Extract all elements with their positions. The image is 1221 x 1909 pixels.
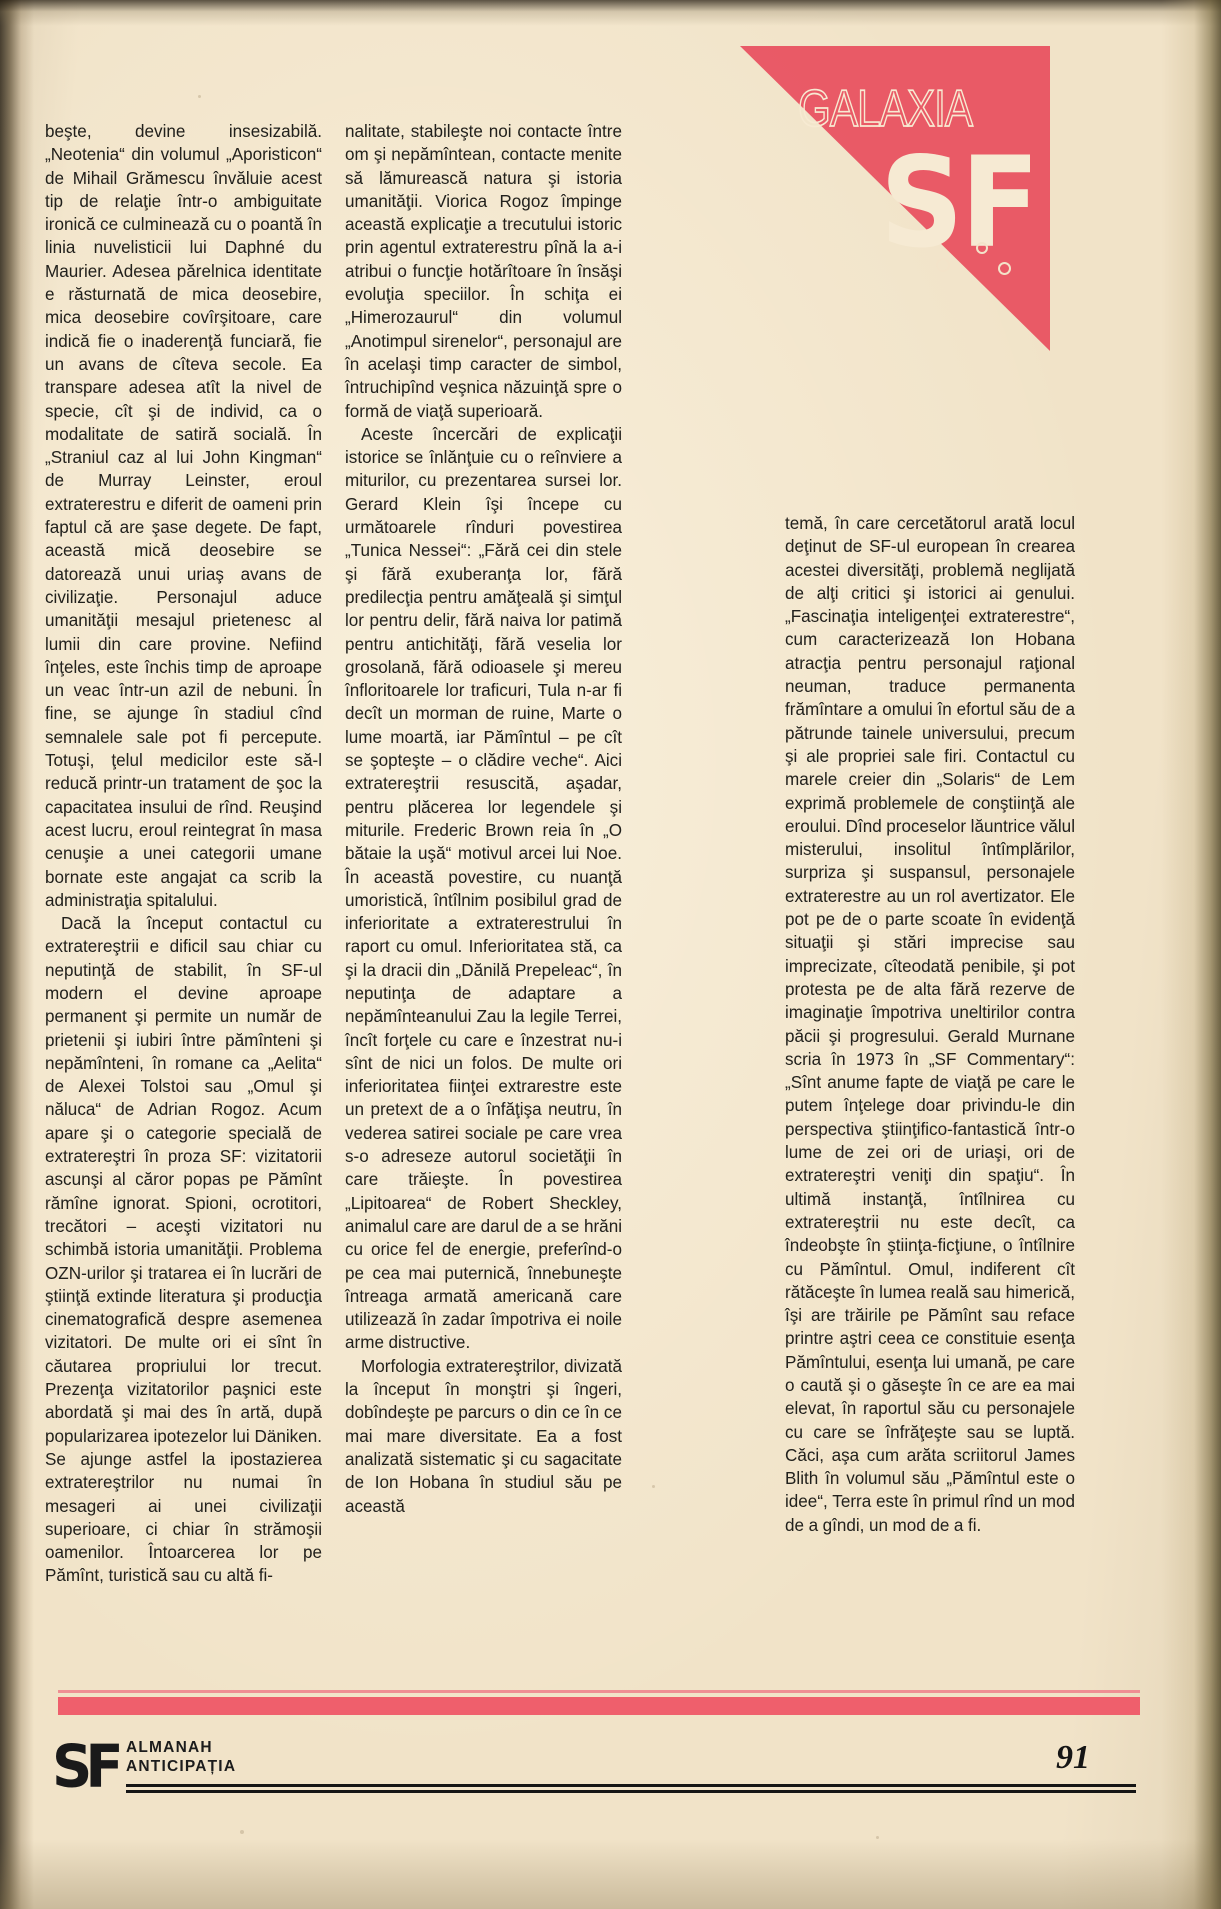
footer-rule-black-lower [126,1790,1136,1793]
paper-speck [876,1836,879,1839]
footer-rule-black-upper [126,1784,1136,1787]
top-edge-shadow [0,0,1221,26]
galaxia-sf-logo [740,46,1050,351]
footer-rule-red-thin [58,1690,1140,1693]
masthead [126,1738,236,1776]
paper-speck [240,1830,244,1834]
paragraph: nalitate, stabileşte noi contacte între om şi nepămîntean, contacte menite să lămurească natura şi istoria umanităţii. Viorica Rogoz împinge această explicaţie a trecutului istoric prin agentul extraterestru pînă la a-i atribui o funcţie hotărîtoare în însăşi evoluţia speciilor. În schiţa ei „Himerozaurul“ din volumul „Anotimpul sirenelor“, personajul are în acelaşi timp caracter de simbol, întruchipînd veşnica năzuinţă spre o formă de viaţă superioară. [345,122,622,421]
paragraph: Aceste încercări de explicaţii istorice se înlănţuie cu o reînviere a miturilor, cu prezentarea sursei lor. Gerard Klein îşi începe cu următoarele rînduri povestirea „Tunica Nessei“: „Fără cei din stele şi fără exuberanţa lor, fără predilecţia pentru amăţeală şi simţul lor pentru delir, fără naiva lor patimă pentru antichităţi, fără veselia lor grosolană, fără odioasele şi mereu înfloritoarele lor traficuri, Tula n-ar fi decît un morman de ruine, Marte o lume moartă, iar Pămîntul – pe cît se şopteşte – o clădire veche“. Aici extratereştrii resuscită, aşadar, pentru plăcerea lor legendele şi miturile. Frederic Brown reia în „O bătaie la uşă“ motivul arcei lui Noe. În această povestire, cu nuanţă umoristică, întîlnim posibilul grad de inferioritate a extraterestrului în raport cu omul. Inferioritatea stă, ca şi la dracii din „Dănilă Prepeleac“, în neputinţa de adaptare a nepămînteanului Zau la legile Terrei, încît forţele cu care e înzestrat nu-i sînt de nici un folos. De multe ori inferioritatea fiinţei extrarestre este un pretext de a o înfăţişa neutru, în vederea satirei sociale pe care vrea s-o adreseze autorul societăţii în care trăieşte. În povestirea „Lipitoarea“ de Robert Sheckley, animalul care are darul de a se hrăni cu orice fel de energie, preferînd-o pe cea mai puternică, înnebuneşte întreaga armată americană care utilizează în zadar împotriva ei noile arme distructive. [345,424,622,1353]
footer-rule-red-thick [58,1697,1140,1715]
text-column-3 [785,512,1075,1537]
paper-speck [198,95,201,98]
page-number: 91 [1056,1739,1090,1776]
masthead-line-2: ANTICIPAȚIA [126,1758,237,1775]
logo-wordmark-sf: SF [880,129,1037,276]
logo-dot-icon [936,258,950,272]
masthead-line-1: ALMANAH [126,1739,213,1756]
paragraph: Morfologia extratereştrilor, divizată la început în monştri şi îngeri, dobîndeşte pe parcurs o din ce în ce mai mare diversitate. Ea a fost analizată sistematic şi cu sagacitate de Ion Hobana în studiul său pe această [345,1356,622,1516]
right-page-edge [1161,0,1221,1909]
bottom-edge-shadow [0,1839,1221,1909]
paragraph: Dacă la început contactul cu extratereştrii e dificil sau chiar cu neputinţă de stabilit, în SF-ul modern el devine aproape permanent şi permite un număr de prietenii şi iubiri între pămînteni şi nepămînteni, în romane ca „Aelita“ de Alexei Tolstoi sau „Omul şi năluca“ de Adrian Rogoz. Acum apare şi o categorie specială de extratereştri în proza SF: vizitatorii ascunşi al căror popas pe Pămînt rămîne ignorat. Spioni, ocrotitori, trecători – aceşti vizitatori nu schimbă istoria umanităţii. Problema OZN-urilor şi tratarea ei în lucrări de ştiinţă extinde literatura şi producţia cinematografică despre asemenea vizitatori. De multe ori ei sînt în căutarea propriului lor trecut. Prezenţa vizitatorilor paşnici este abordată şi mai des în artă, după popularizarea ipotezelor lui Däniken. Se ajunge astfel la ipostazierea extratereştrilor nu numai în mesageri ai unei civilizaţii superioare, ci chiar în strămoşii oamenilor. Întoarcerea lor pe Pămînt, turistică sau cu altă fi- [45,914,322,1586]
sf-logo-icon: SF [52,1732,117,1802]
spine-shadow [0,0,34,1909]
text-column-1 [45,120,322,1588]
paragraph: beşte, devine insesizabilă. „Neotenia“ din volumul „Aporisticon“ de Mihail Grămescu învăluie acest tip de relaţie într-o ambiguitate ironică ce culminează cu o poantă în linia nuvelisticii lui Daphné du Maurier. Adesea părelnica identitate e răsturnată de mica deosebire, mica deosebire covîrşitoare, care indică fie o inaderenţă funciară, fie un avans de cîteva secole. Ea transpare adesea atît la nivel de specie, cît şi de individ, ca o modalitate de satiră socială. În „Straniul caz al lui John Kingman“ de Murray Leinster, eroul extraterestru e diferit de oameni prin faptul că are şase degete. De fapt, această mică deosebire se datorează unui uriaş avans de civilizaţie. Personajul aduce umanităţii mesajul prietenesc al lumii din care provine. Nefiind înţeles, este închis timp de aproape un veac într-un azil de nebuni. În fine, se ajunge în stadiul cînd semnalele sale pot fi percepute. Totuşi, ţelul medicilor este să-l reducă printr-un tratament de şoc la capacitatea insului de rînd. Reuşind acest lucru, eroul reintegrat în masa cenuşie a unei categorii umane bornate este angajat ca scrib la administraţia spitalului. [45,122,322,910]
logo-dot-icon [976,242,988,254]
paragraph: temă, în care cercetătorul arată locul deţinut de SF-ul european în crearea acestei diversităţi, problemă neglijată de alţi critici şi istorici ai genului. „Fascinaţia inteligenţei extraterestre“, cum caracterizează Ion Hobana atracţia pentru personajul raţional neuman, traduce permanenta frămîntare a omului în efortul său de a pătrunde tainele universului, precum şi ale propriei sale firi. Contactul cu marele creier din „Solaris“ de Lem exprimă problemele de conştiinţă ale eroului. Dînd proceselor lăuntrice vălul misterului, insolitul întîmplărilor, surpriza şi suspansul, personajele extraterestre au un rol avertizator. Ele pot pe de o parte scoate în evidenţă situaţii şi stări imprecise sau imprecizate, cîteodată penibile, şi pot protesta pe de alta fără rezerve de imaginaţie împotriva uneltirilor contra păcii şi progresului. Gerald Murnane scria în 1973 în „SF Commentary“: „Sînt anume fapte de viaţă pe care le putem înţelege doar privindu-le din perspectiva ştiinţifico-fantastică într-o lume de zei ori de uriaşi, ori de extratereştri veniţi din spaţiu“. În ultimă instanţă, întîlnirea cu extratereştrii nu este decît, ca îndeobşte în ştiinţa-ficţiune, o întîlnire cu Pămîntul. Omul, indiferent cît rătăceşte în lumea reală sau himerică, îşi are trăirile pe Pămînt sau reface printre aştri ceea ce constituie esenţa Pămîntului, esenţa lui umană, pe care o caută şi o găseşte în ce are ea mai elevat, în raportul său cu personajele cu care se înfrăţeşte sau se luptă. Căci, aşa cum arăta scriitorul James Blith în volumul său „Pămîntul este o idee“, Terra este în primul rînd un mod de a gîndi, un mod de a fi. [785,514,1075,1535]
paper-speck [652,1485,655,1488]
logo-wordmark-galaxia: GALAXIA [798,80,973,138]
logo-dot-icon [998,262,1011,275]
text-column-2 [345,120,622,1518]
